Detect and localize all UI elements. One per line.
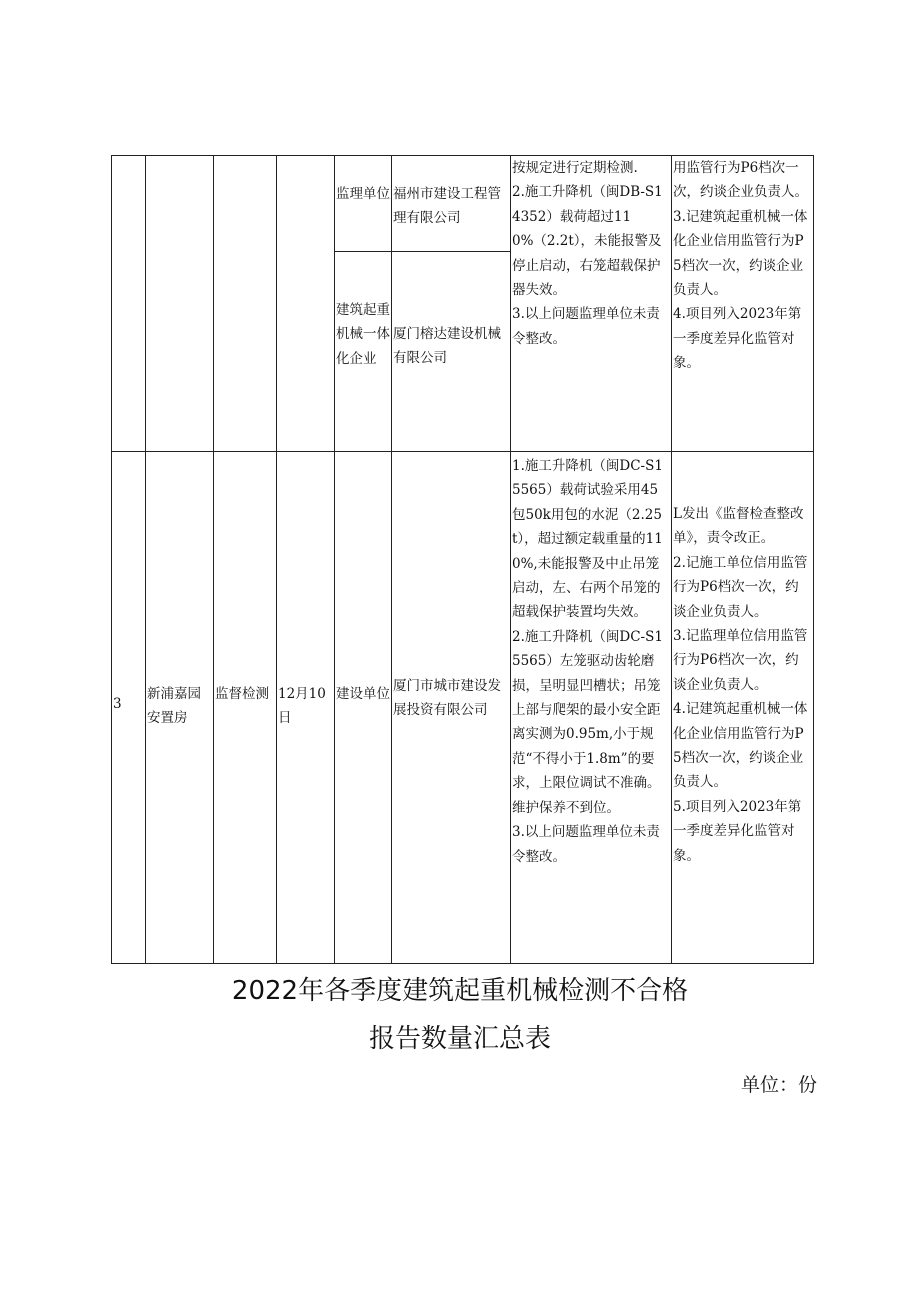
problem-item: 2.施工升降机（闽DC-S15565）左笼驱动齿轮磨损，呈明显凹槽状；吊笼上部与爬架的最小安全距离实测为0.95m,小于规范“不得小于1.8m”的要求，上限位调试不准确。维护保养不到位。 (512, 628, 663, 816)
actions-cell (672, 156, 814, 452)
problems-cell (511, 156, 672, 452)
type-cell (214, 156, 277, 452)
action-item: 3.记监理单位信用监管行为P6档次一次，约谈企业负责人。 (673, 628, 808, 693)
problem-item: 按规定进行定期检测. (512, 160, 638, 176)
action-item: 用监管行为P6档次一次，约谈企业负责人。 (673, 160, 808, 201)
type-cell: 监督检测 (214, 452, 277, 964)
report-title-line-1: 2022年各季度建筑起重机械检测不合格 (231, 976, 689, 1006)
index-cell: 3 (112, 452, 146, 964)
company-cell: 厦门榕达建设机械有限公司 (392, 252, 511, 452)
role-cell: 建筑起重机械一体化企业 (335, 252, 392, 452)
action-item: 5.项目列入2023年第一季度差异化监管对象。 (673, 798, 802, 864)
action-item: 3.记建筑起重机械一体化企业信用监管行为P5档次一次，约谈企业负责人。 (673, 208, 808, 299)
unit-label: 单位：份 (740, 1074, 817, 1096)
role-cell: 监理单位 (335, 156, 392, 252)
action-item: L发出《监督检查整改单》，责令改正。 (673, 506, 804, 547)
problem-item: 3.以上问题监理单位未责令整改。 (512, 306, 660, 347)
project-cell: 新浦嘉园安置房 (146, 452, 214, 964)
problem-item: 3.以上问题监理单位未责令整改。 (512, 824, 660, 865)
project-cell (146, 156, 214, 452)
action-item: 4.项目列入2023年第一季度差异化监管对象。 (673, 306, 802, 372)
date-cell: 12月10日 (277, 452, 335, 964)
problem-item: 1.施工升降机（闽DC-S15565）载荷试验采用45包50k用包的水泥（2.25t），超过额定载重量的110%,未能报警及中止吊笼启动，左、右两个吊笼的超载保护装置均失效。 (512, 458, 663, 621)
inspection-table (111, 155, 814, 964)
company-cell: 福州市建设工程管理有限公司 (392, 156, 511, 252)
table-row (112, 156, 814, 252)
problems-cell (511, 452, 672, 964)
problem-item: 2.施工升降机（闽DB-S14352）载荷超过110%（2.2t），未能报警及停止启动，右笼超载保护器失效。 (512, 184, 663, 299)
report-title-line-2: 报告数量汇总表 (368, 1024, 551, 1054)
role-cell: 建设单位 (335, 452, 392, 964)
actions-cell (672, 452, 814, 964)
action-item: 4.记建筑起重机械一体化企业信用监管行为P5档次一次，约谈企业负责人。 (673, 701, 808, 791)
index-cell (112, 156, 146, 452)
action-item: 2.记施工单位信用监管行为P6档次一次，约谈企业负责人。 (673, 554, 808, 620)
date-cell (277, 156, 335, 452)
company-cell: 厦门市城市建设发展投资有限公司 (392, 452, 511, 964)
table-row (112, 452, 814, 964)
